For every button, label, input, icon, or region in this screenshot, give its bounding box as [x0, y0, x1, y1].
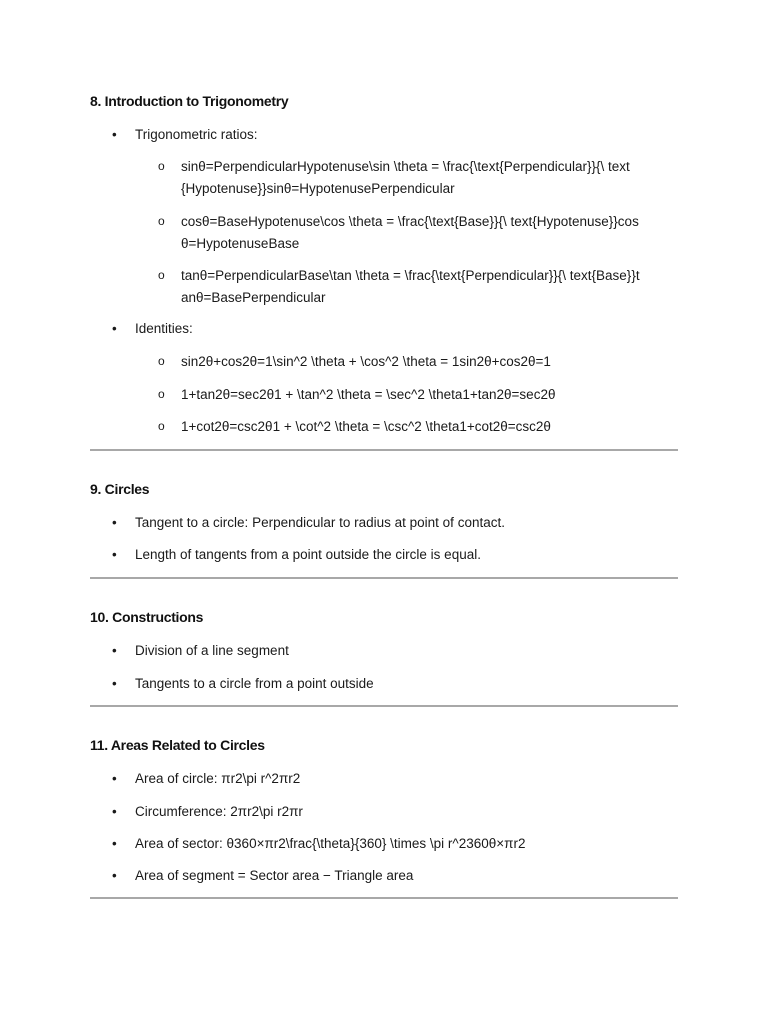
list-item: Tangents to a circle from a point outside [135, 676, 374, 691]
formula-item: 1+tan2θ=sec2θ1 + \tan^2 \theta = \sec^2 \theta1+tan2θ=sec2θ [181, 387, 556, 402]
sub-bullet-icon: o [158, 354, 165, 368]
sub-bullet-icon: o [158, 214, 165, 228]
list-item: Area of sector: θ360×πr2\frac{\theta}{360} \times \pi r^2360θ×πr2 [135, 836, 526, 851]
formula-item: 1+cot2θ=csc2θ1 + \cot^2 \theta = \csc^2 \theta1+cot2θ=csc2θ [181, 419, 551, 434]
sub-bullet-icon: o [158, 159, 165, 173]
horizontal-rule [90, 577, 678, 579]
list-item: Length of tangents from a point outside the circle is equal. [135, 547, 481, 562]
list-item: Tangent to a circle: Perpendicular to radius at point of contact. [135, 515, 505, 530]
formula-item: sin2θ+cos2θ=1\sin^2 \theta + \cos^2 \theta = 1sin2θ+cos2θ=1 [181, 354, 551, 369]
list-item: Circumference: 2πr2\pi r2πr [135, 804, 303, 819]
section-heading: 10. Constructions [90, 609, 204, 625]
list-item: Trigonometric ratios: [135, 127, 258, 142]
sub-bullet-icon: o [158, 268, 165, 282]
bullet-icon: • [112, 547, 117, 562]
horizontal-rule [90, 897, 678, 899]
list-item: Division of a line segment [135, 643, 289, 658]
bullet-icon: • [112, 515, 117, 530]
formula-item: cosθ=BaseHypotenuse\cos \theta = \frac{\text{Base}}{\ text{Hypotenuse}}cosθ=HypotenuseBase [181, 214, 639, 251]
bullet-icon: • [112, 643, 117, 658]
list-item: Identities: [135, 321, 193, 336]
bullet-icon: • [112, 868, 117, 883]
bullet-icon: • [112, 321, 117, 336]
formula-item: tanθ=PerpendicularBase\tan \theta = \frac{\text{Perpendicular}}{\ text{Base}}tanθ=BasePerpendicular [181, 268, 640, 305]
list-item: Area of segment = Sector area − Triangle area [135, 868, 414, 883]
list-item: Area of circle: πr2\pi r^2πr2 [135, 771, 301, 786]
section-heading: 8. Introduction to Trigonometry [90, 93, 289, 109]
sub-bullet-icon: o [158, 387, 165, 401]
horizontal-rule [90, 705, 678, 707]
bullet-icon: • [112, 676, 117, 691]
bullet-icon: • [112, 804, 117, 819]
formula-item: sinθ=PerpendicularHypotenuse\sin \theta = \frac{\text{Perpendicular}}{\ text{Hypotenuse}}sinθ=HypotenusePerpendicular [181, 159, 630, 196]
sub-bullet-icon: o [158, 419, 165, 433]
section-heading: 11. Areas Related to Circles [90, 737, 265, 753]
section-heading: 9. Circles [90, 481, 150, 497]
horizontal-rule [90, 449, 678, 451]
bullet-icon: • [112, 127, 117, 142]
bullet-icon: • [112, 836, 117, 851]
bullet-icon: • [112, 771, 117, 786]
